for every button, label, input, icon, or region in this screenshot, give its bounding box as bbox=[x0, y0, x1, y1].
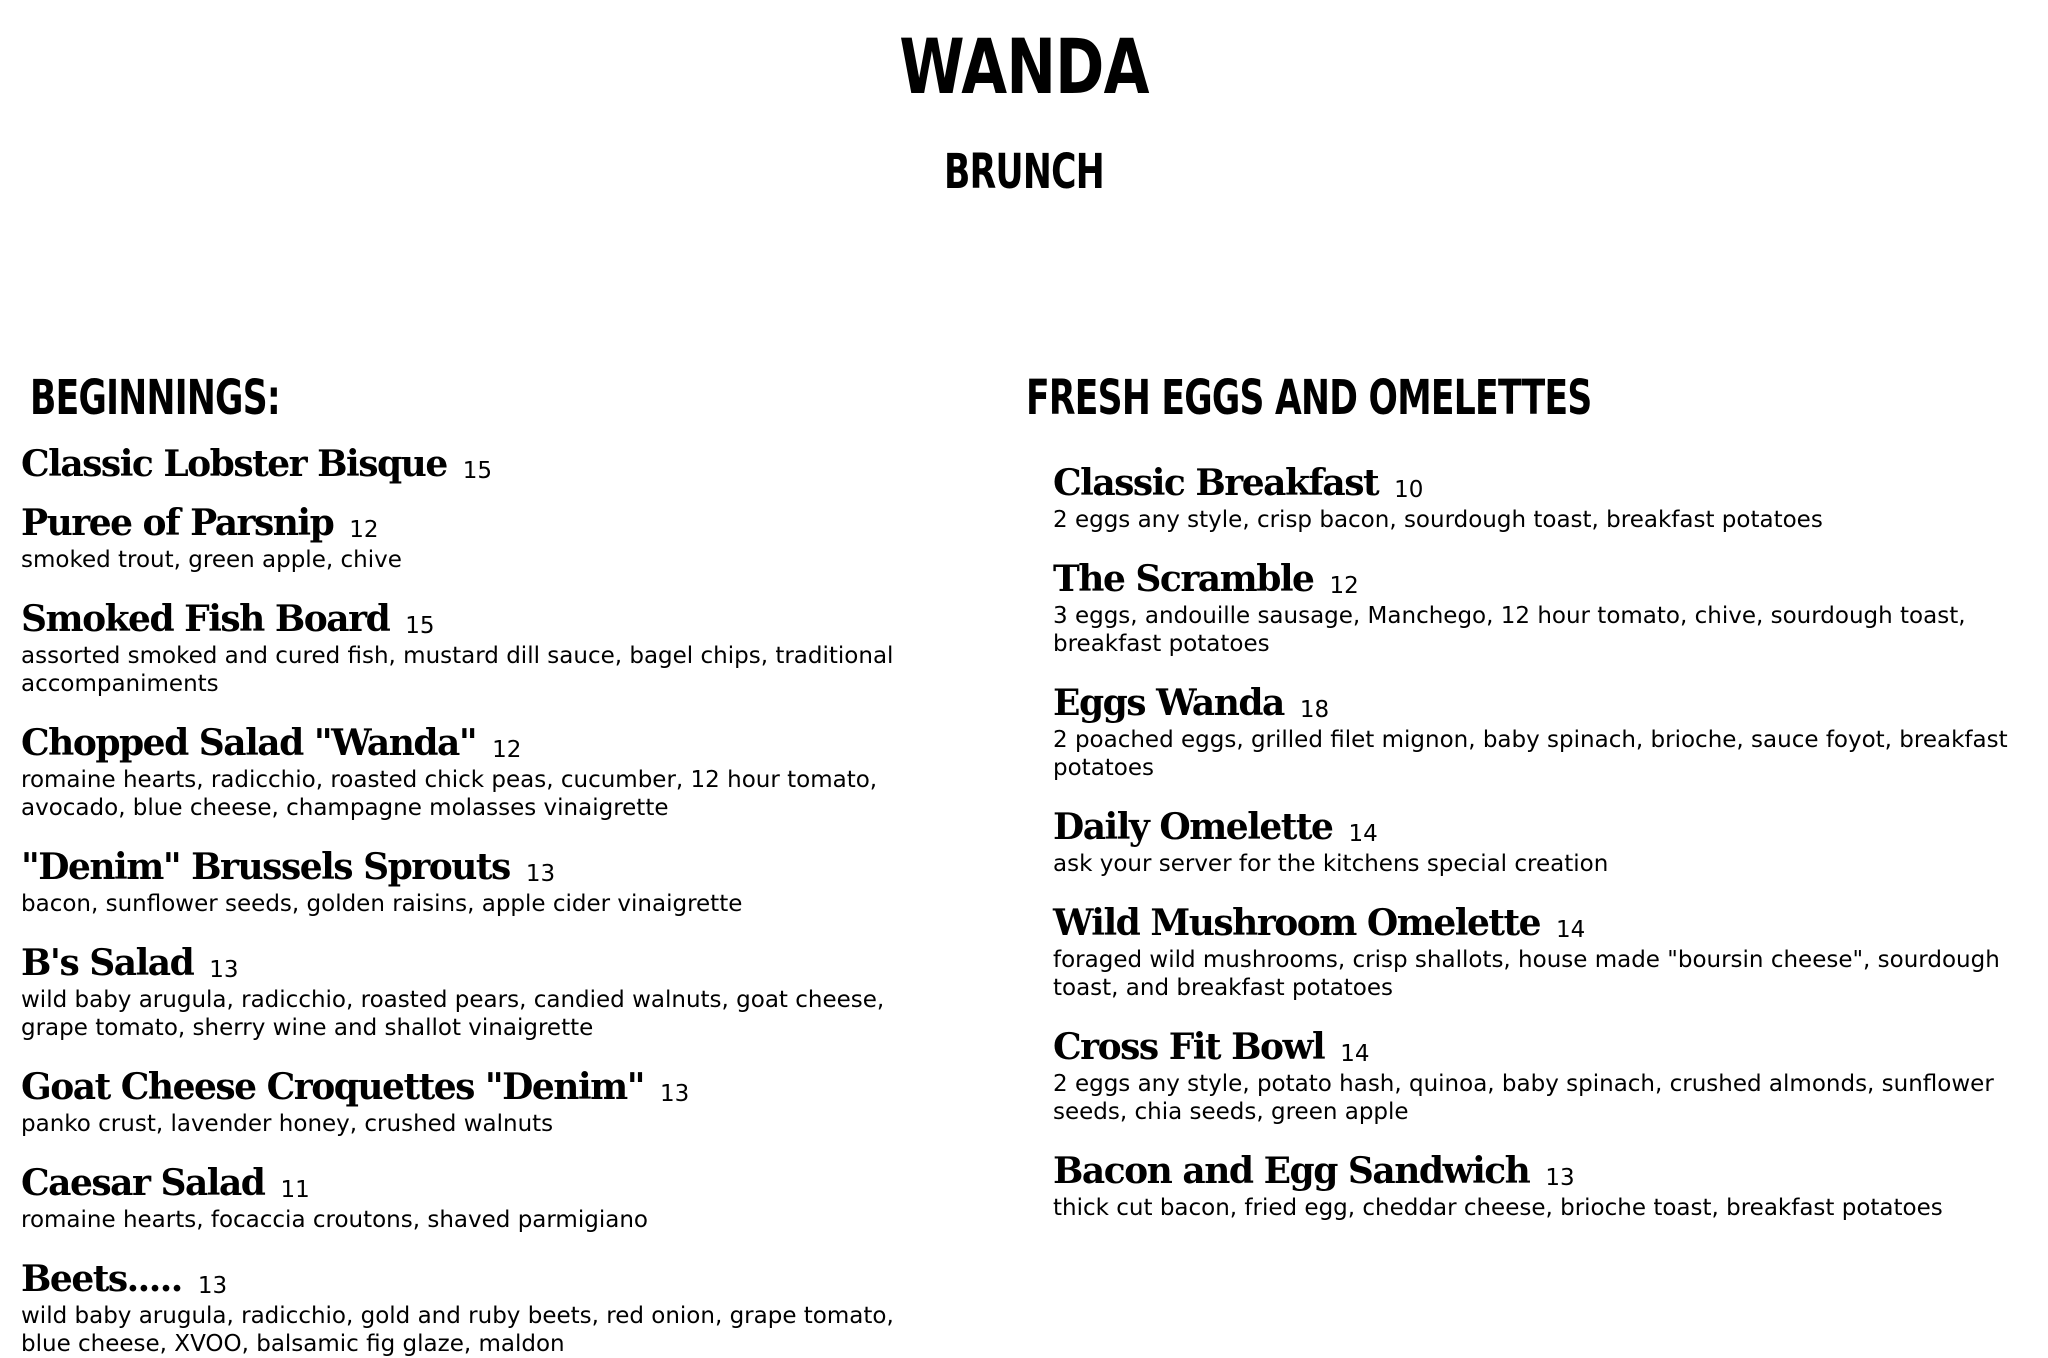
item-description: ask your server for the kitchens special creation bbox=[1053, 851, 1609, 877]
menu-item bbox=[21, 1064, 941, 1138]
menu-item bbox=[1053, 680, 2028, 782]
menu-item bbox=[1053, 1024, 2028, 1126]
menu-title: BRUNCH bbox=[944, 144, 1104, 200]
item-description: assorted smoked and cured fish, mustard dill sauce, bagel chips, traditional accompaniments bbox=[21, 643, 894, 697]
item-name: Beets..... bbox=[21, 1258, 182, 1300]
item-name: Cross Fit Bowl bbox=[1053, 1026, 1325, 1068]
item-description: 2 poached eggs, grilled filet mignon, baby spinach, brioche, sauce foyot, breakfast potatoes bbox=[1053, 727, 2008, 781]
section-heading-beginnings: BEGINNINGS: bbox=[30, 370, 280, 426]
item-price: 13 bbox=[209, 957, 239, 983]
item-description: thick cut bacon, fried egg, cheddar cheese, brioche toast, breakfast potatoes bbox=[1053, 1195, 1943, 1221]
item-price: 13 bbox=[197, 1273, 228, 1299]
item-name: B's Salad bbox=[21, 942, 194, 984]
item-name: Classic Breakfast bbox=[1053, 462, 1379, 504]
item-price: 13 bbox=[1545, 1165, 1575, 1191]
item-description: foraged wild mushrooms, crisp shallots, house made "boursin cheese", sourdough toast, and breakfast potatoes bbox=[1053, 947, 2000, 1001]
item-name: Caesar Salad bbox=[21, 1162, 265, 1204]
item-name: Daily Omelette bbox=[1053, 806, 1333, 848]
item-price: 14 bbox=[1556, 917, 1586, 943]
menu-item bbox=[21, 1160, 941, 1234]
item-price: 14 bbox=[1348, 821, 1378, 847]
eggs-list bbox=[1053, 460, 2028, 1222]
item-description: 2 eggs any style, potato hash, quinoa, baby spinach, crushed almonds, sunflower seeds, chia seeds, green apple bbox=[1053, 1071, 1994, 1125]
item-name: Puree of Parsnip bbox=[21, 502, 334, 544]
item-name: Smoked Fish Board bbox=[21, 598, 390, 640]
item-description: 3 eggs, andouille sausage, Manchego, 12 hour tomato, chive, sourdough toast, breakfast potatoes bbox=[1053, 603, 1966, 657]
menu-item bbox=[21, 500, 941, 574]
item-name: Classic Lobster Bisque bbox=[21, 443, 447, 485]
menu-item bbox=[1053, 804, 2028, 878]
item-price: 14 bbox=[1340, 1041, 1370, 1067]
item-price: 13 bbox=[660, 1081, 690, 1107]
item-name: The Scramble bbox=[1053, 558, 1314, 600]
menu-item bbox=[21, 441, 941, 487]
restaurant-name: WANDA bbox=[899, 22, 1149, 111]
item-price: 15 bbox=[462, 458, 493, 484]
item-price: 11 bbox=[280, 1177, 310, 1203]
item-description: wild baby arugula, radicchio, gold and ruby beets, red onion, grape tomato, blue cheese, XVOO, balsamic fig glaze, maldon bbox=[21, 1303, 894, 1357]
item-name: Bacon and Egg Sandwich bbox=[1053, 1150, 1530, 1192]
item-description: 2 eggs any style, crisp bacon, sourdough toast, breakfast potatoes bbox=[1053, 507, 1823, 533]
item-description: wild baby arugula, radicchio, roasted pears, candied walnuts, goat cheese, grape tomato, sherry wine and shallot vinaigrette bbox=[21, 987, 885, 1041]
item-description: romaine hearts, radicchio, roasted chick peas, cucumber, 12 hour tomato, avocado, blue cheese, champagne molasses vinaigrette bbox=[21, 767, 878, 821]
beginnings-list bbox=[21, 441, 941, 1358]
menu-item bbox=[21, 940, 941, 1042]
item-price: 13 bbox=[525, 861, 556, 887]
item-name: "Denim" Brussels Sprouts bbox=[21, 846, 510, 888]
item-name: Eggs Wanda bbox=[1053, 682, 1284, 724]
item-price: 10 bbox=[1394, 477, 1424, 503]
item-description: bacon, sunflower seeds, golden raisins, apple cider vinaigrette bbox=[21, 891, 743, 917]
menu-item bbox=[21, 1256, 941, 1358]
item-description: smoked trout, green apple, chive bbox=[21, 547, 402, 573]
item-price: 12 bbox=[492, 737, 522, 763]
menu-item bbox=[21, 596, 941, 698]
menu-item bbox=[21, 844, 941, 918]
item-name: Wild Mushroom Omelette bbox=[1053, 902, 1541, 944]
menu-item bbox=[1053, 460, 2028, 534]
item-description: panko crust, lavender honey, crushed walnuts bbox=[21, 1111, 554, 1137]
item-price: 12 bbox=[349, 517, 379, 543]
menu-item bbox=[1053, 1148, 2028, 1222]
menu-item bbox=[1053, 556, 2028, 658]
item-price: 18 bbox=[1299, 697, 1330, 723]
menu-item bbox=[21, 720, 941, 822]
section-heading-eggs: FRESH EGGS AND OMELETTES bbox=[1026, 370, 1592, 426]
item-price: 12 bbox=[1329, 573, 1359, 599]
item-description: romaine hearts, focaccia croutons, shaved parmigiano bbox=[21, 1207, 648, 1233]
item-name: Chopped Salad "Wanda" bbox=[21, 722, 477, 764]
menu-item bbox=[1053, 900, 2028, 1002]
item-price: 15 bbox=[405, 613, 435, 639]
item-name: Goat Cheese Croquettes "Denim" bbox=[21, 1066, 645, 1108]
